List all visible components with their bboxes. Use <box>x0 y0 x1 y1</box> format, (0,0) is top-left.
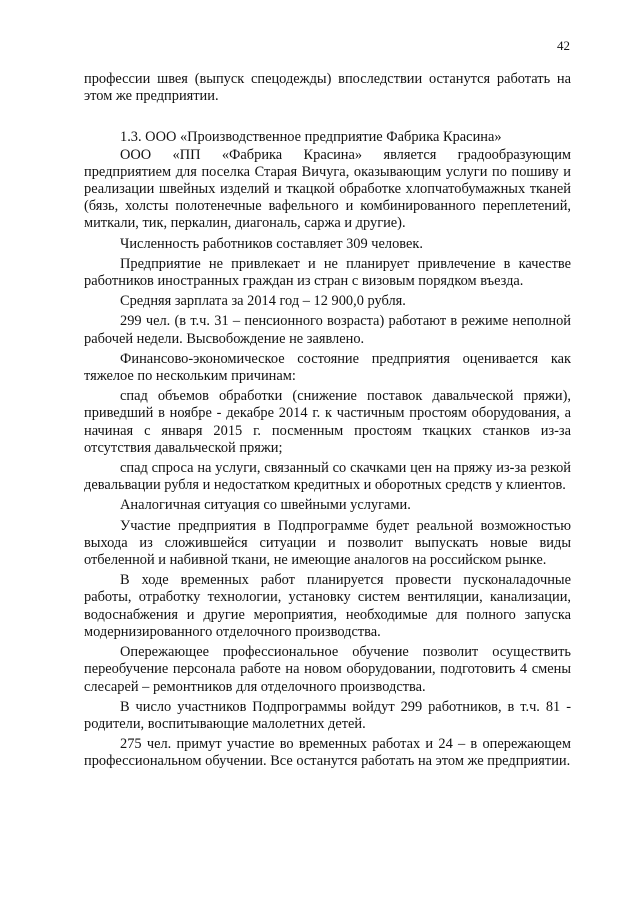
paragraph-average-salary: Средняя зарплата за 2014 год – 12 900,0 рубля. <box>120 293 406 310</box>
paragraph-training: Опережающее профессиональное обучение позволит осуществить переобучение персонала работе на новом оборудовании, подготовить 4 смены слесарей – ремонтников для отделочного производства. <box>84 644 571 695</box>
body-text <box>84 71 571 771</box>
paragraph-intro-continuation: профессии швея (выпуск спецодежды) впоследствии останутся работать на этом же предприятии. <box>84 71 571 105</box>
paragraph-reason-processing: спад объемов обработки (снижение поставок давальческой пряжи), приведший в ноябре - декабре 2014 г. к частичным простоям оборудования, а начиная с января 2015 г. посменным простоям ткацких станков из-за отсутствия давальческой пряжи; <box>84 388 571 456</box>
paragraph-headcount: Численность работников составляет 309 человек. <box>120 235 423 252</box>
paragraph-temporary-works: В ходе временных работ планируется провести пусконаладочные работы, отработку технологии, установку систем вентиляции, канализации, водоснабжения и другие мероприятия, необходимые для полного запуска модернизированного отделочного производства. <box>84 572 571 640</box>
paragraph-participants: В число участников Подпрограммы войдут 299 работников, в т.ч. 81 - родители, воспитывающие малолетних детей. <box>84 698 571 732</box>
page-number: 42 <box>557 38 570 53</box>
paragraph-sewing-situation: Аналогичная ситуация со швейными услугами. <box>120 497 411 514</box>
paragraph-reason-demand: спад спроса на услуги, связанный со скачками цен на пряжу из-за резкой девальвации рубля и недостатком кредитных и оборотных средств у клиентов. <box>84 460 571 494</box>
paragraph-part-time: 299 чел. (в т.ч. 31 – пенсионного возраста) работают в режиме неполной рабочей недели. Высвобождение не заявлено. <box>84 313 571 347</box>
paragraph-financial-state: Финансово-экономическое состояние предприятия оценивается как тяжелое по нескольким причинам: <box>84 350 571 385</box>
paragraph-company-description: ООО «ПП «Фабрика Красина» является градообразующим предприятием для поселка Старая Вичуга, оказывающим услуги по пошиву и реализации швейных изделий и ткацкой обработке хлопчатобумажных тканей (бязь, холсты полотенечные вафельного и комбинированного переплетений, миткали, тик, перкалин, диагональ, саржа и другие). <box>84 146 571 232</box>
paragraph-foreign-workers: Предприятие не привлекает и не планирует привлечение в качестве работников иностранных граждан из стран с визовым порядком въезда. <box>84 255 571 290</box>
paragraph-participation: Участие предприятия в Подпрограмме будет реальной возможностью выхода из сложившейся ситуации и позволит выпускать новые виды отбеленной и набивной ткани, не имеющие аналогов на российском рынке. <box>84 517 571 569</box>
section-heading: 1.3. ООО «Производственное предприятие Фабрика Красина» <box>120 129 502 146</box>
paragraph-outcome: 275 чел. примут участие во временных работах и 24 – в опережающем профессиональном обучении. Все останутся работать на этом же предприятии. <box>84 736 571 770</box>
